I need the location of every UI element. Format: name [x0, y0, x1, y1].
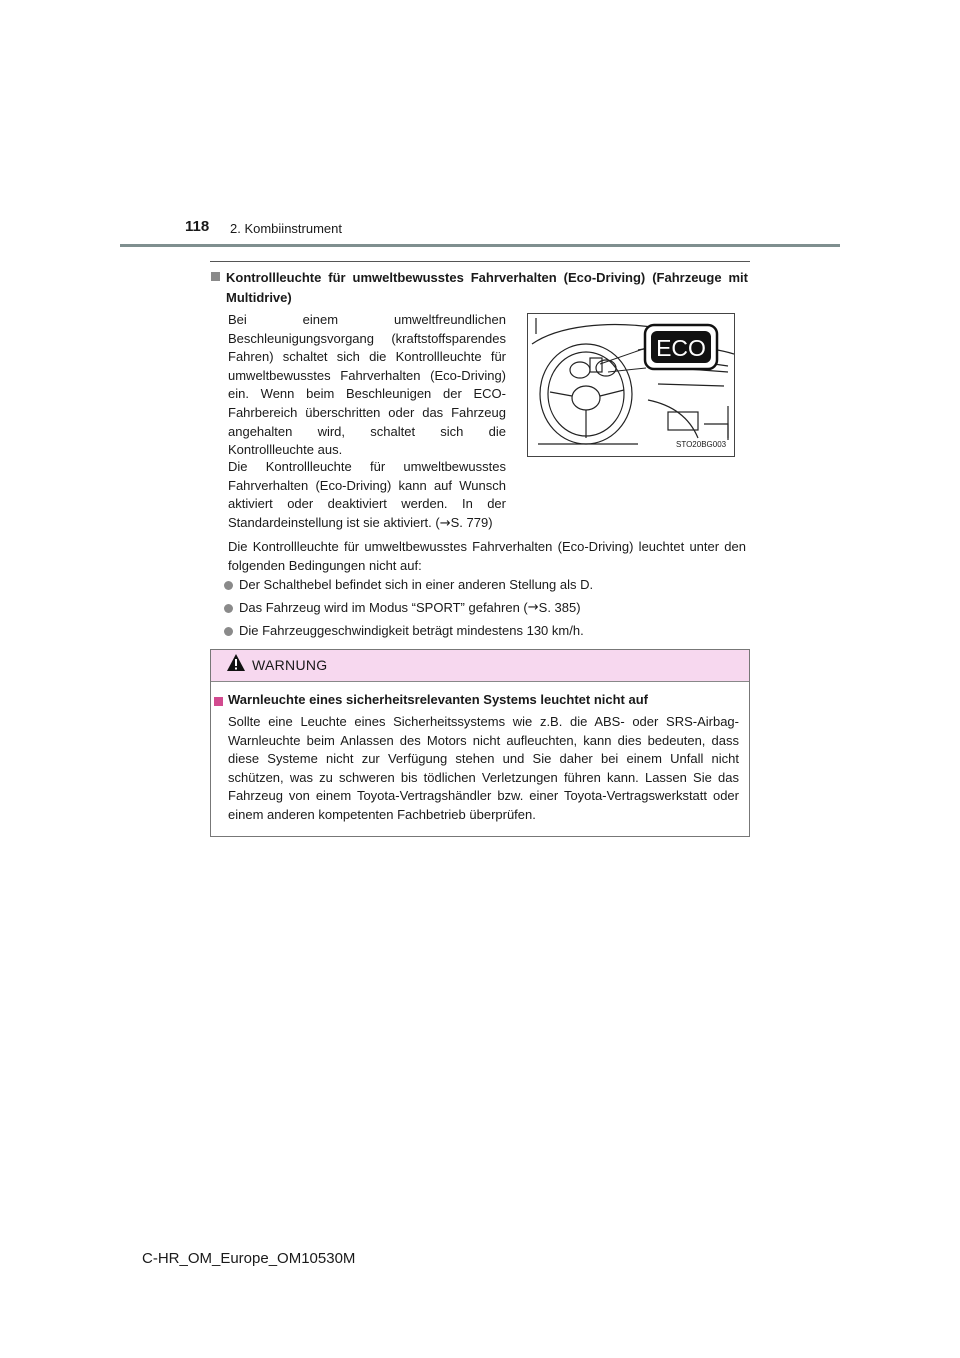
list-item — [224, 576, 593, 594]
page-reference-link[interactable]: S. 779) — [450, 514, 493, 530]
list-item-text: Das Fahrzeug wird im Modus “SPORT” gefahren ( — [239, 600, 528, 615]
arrow-icon: → — [439, 515, 451, 531]
list-item-text: Der Schalthebel befindet sich in einer anderen Stellung als D. — [239, 577, 594, 592]
figure-code: STO20BG003 — [676, 440, 727, 449]
arrow-icon: → — [527, 600, 539, 615]
dashboard-illustration — [527, 313, 735, 457]
intro-paragraph: Bei einem umweltfreundlichen Beschleunigungsvorgang (kraftstoffsparendes Fahren) schaltet sich die Kontrollleuchte für umweltbewusstes Fahrverhalten (Eco-Driving) ein. Wenn beim Beschleunigen der ECO-Fahrbereich überschritten oder das Fahrzeug angehalten wird, schaltet sich die Kontrollleuchte aus. — [228, 312, 506, 458]
warning-body: Sollte eine Leuchte eines Sicherheitssystems wie z.B. die ABS- oder SRS-Airbag-Warnleuchte beim Anlassen des Motors nicht aufleuchten, kann dies bedeuten, dass diese Systeme nicht zur Verfügung stehen und Sie daher bei einem Unfall nicht schützen, was zu schweren bis tödlichen Verletzungen führen kann. Lassen Sie das Fahrzeug von einem Toyota-Vertragshändler bzw. einer Toyota-Vertragswerkstatt oder einem anderen kompetenten Fachbetrieb überprüfen. — [228, 714, 739, 822]
section-divider — [210, 261, 750, 262]
warning-subtitle: Warnleuchte eines sicherheitsrelevanten Systems leuchtet nicht auf — [228, 692, 648, 707]
page-reference-link[interactable]: S. 385) — [538, 600, 581, 615]
dashboard-drawing — [528, 314, 734, 456]
warning-square-icon — [214, 697, 223, 706]
section-title: Kontrollleuchte für umweltbewusstes Fahrverhalten (Eco-Driving) (Fahrzeuge mit Multidrive) — [226, 270, 748, 305]
header-divider — [120, 244, 840, 247]
bullet-icon — [224, 604, 233, 613]
list-item — [224, 599, 581, 617]
list-item-text: Die Fahrzeuggeschwindigkeit beträgt mindestens 130 km/h. — [239, 623, 584, 638]
bullet-icon — [224, 581, 233, 590]
conditions-paragraph: Die Kontrollleuchte für umweltbewusstes Fahrverhalten (Eco-Driving) leuchtet unter den folgenden Bedingungen nicht auf: — [228, 539, 746, 573]
page-number: 118 — [185, 218, 210, 235]
warning-label: WARNUNG — [252, 657, 328, 673]
section-square-icon — [211, 272, 220, 281]
bullet-icon — [224, 627, 233, 636]
chapter-title: 2. Kombiinstrument — [230, 221, 342, 236]
list-item — [224, 622, 584, 640]
eco-label: ECO — [656, 335, 706, 361]
warning-triangle-icon — [226, 653, 246, 678]
document-id: C-HR_OM_Europe_OM10530M — [142, 1250, 356, 1267]
settings-paragraph — [228, 458, 506, 533]
settings-paragraph-text: Die Kontrollleuchte für umweltbewusstes Fahrverhalten (Eco-Driving) kann auf Wunsch aktiviert oder deaktiviert werden. In der Standardeinstellung ist sie aktiviert. ( — [228, 459, 506, 530]
